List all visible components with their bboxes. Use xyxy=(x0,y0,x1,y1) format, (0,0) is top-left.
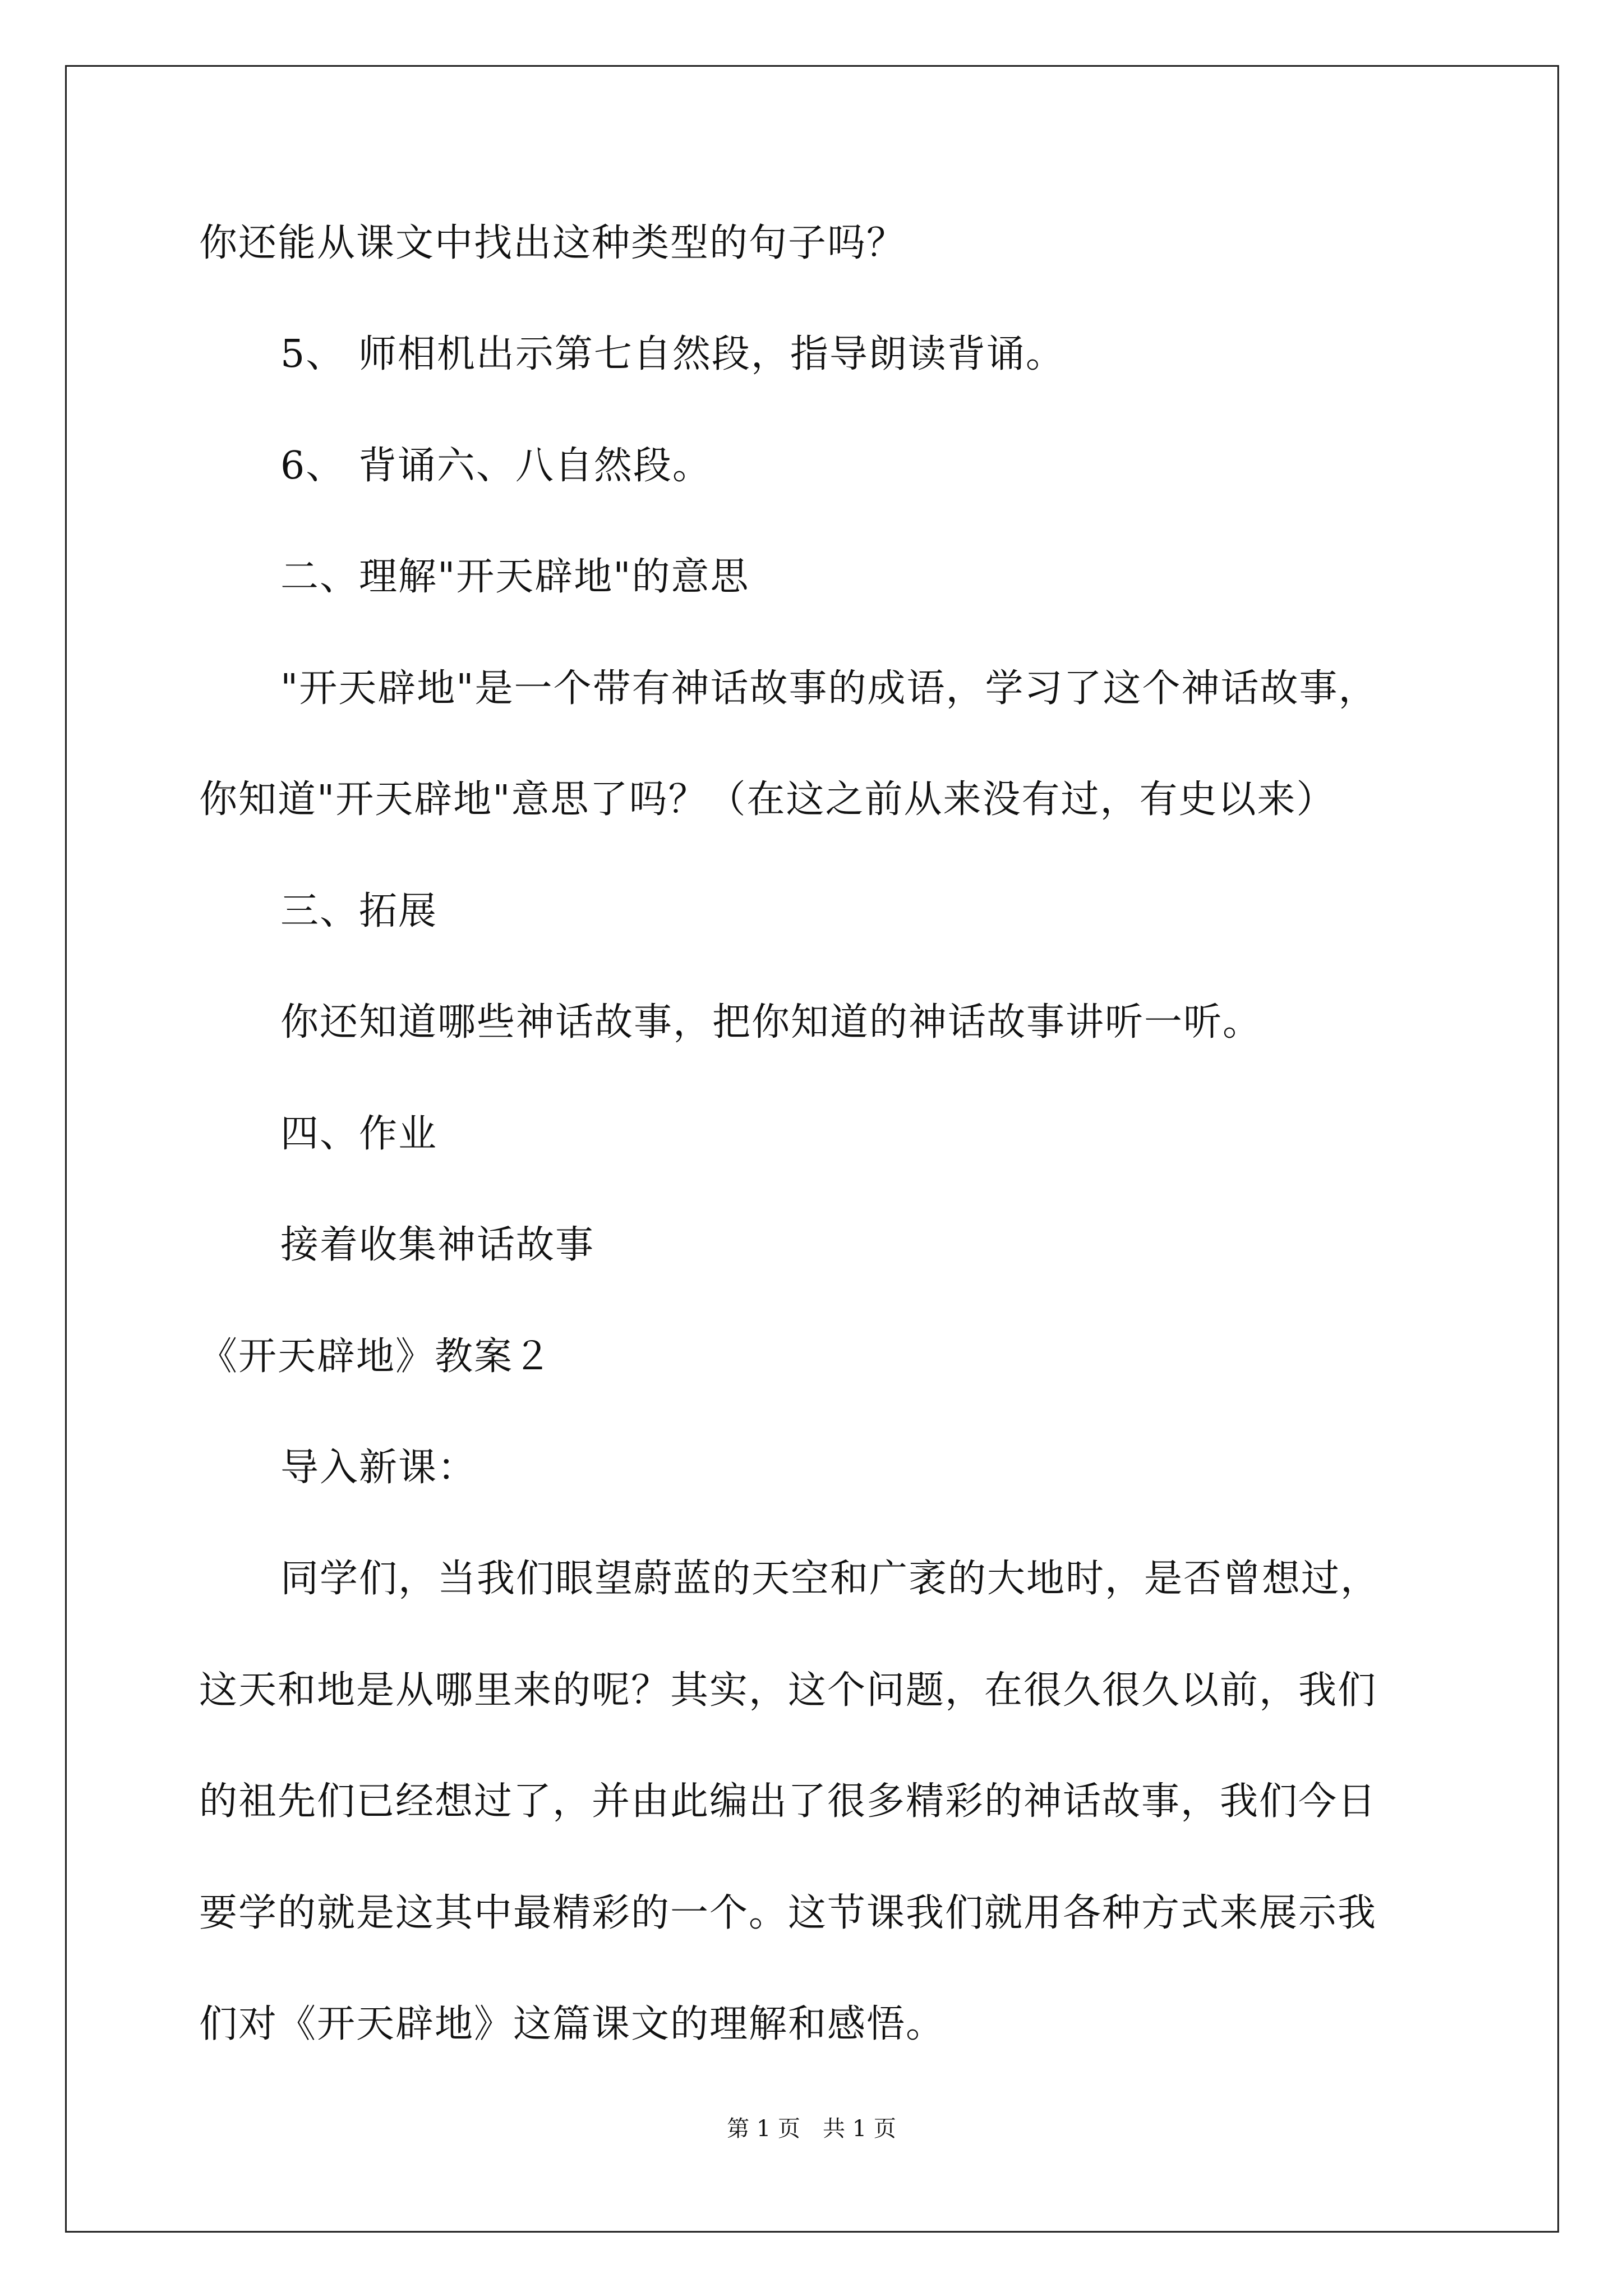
text-line-5: "开天辟地"是一个带有神话故事的成语，学习了这个神话故事， xyxy=(280,666,1378,711)
section-heading-understanding: 二、理解"开天辟地"的意思 xyxy=(280,555,750,599)
text-line-1: 你还能从课文中找出这种类型的句子吗？ xyxy=(199,221,906,265)
page-number: 第 1 页 共 1 页 xyxy=(727,2116,896,2142)
text-line-2: 5、 师相机出示第七自然段，指导朗读背诵。 xyxy=(280,332,1065,376)
text-line-6: 你知道"开天辟地"意思了吗？（在这之前从来没有过，有史以来） xyxy=(199,777,1336,822)
section-heading-extension: 三、拓展 xyxy=(280,889,438,933)
text-line-3: 6、 背诵六、八自然段。 xyxy=(280,444,712,488)
text-line-10: 接着收集神话故事 xyxy=(280,1223,595,1267)
section-heading-homework: 四、作业 xyxy=(280,1112,438,1156)
text-line-8: 你还知道哪些神话故事，把你知道的神话故事讲听一听。 xyxy=(280,1000,1262,1045)
lesson-plan-title: 《开天辟地》教案２ xyxy=(199,1335,553,1379)
text-line-17: 们对《开天辟地》这篇课文的理解和感悟。 xyxy=(199,2002,946,2046)
text-line-15: 的祖先们已经想过了，并由此编出了很多精彩的神话故事，我们今日 xyxy=(199,1779,1377,1824)
text-line-16: 要学的就是这其中最精彩的一个。这节课我们就用各种方式来展示我 xyxy=(199,1891,1377,1935)
text-line-14: 这天和地是从哪里来的呢？其实，这个问题，在很久很久以前，我们 xyxy=(199,1668,1377,1713)
subheading-intro: 导入新课： xyxy=(280,1446,477,1490)
text-line-13: 同学们，当我们眼望蔚蓝的天空和广袤的大地时，是否曾想过， xyxy=(280,1557,1380,1601)
